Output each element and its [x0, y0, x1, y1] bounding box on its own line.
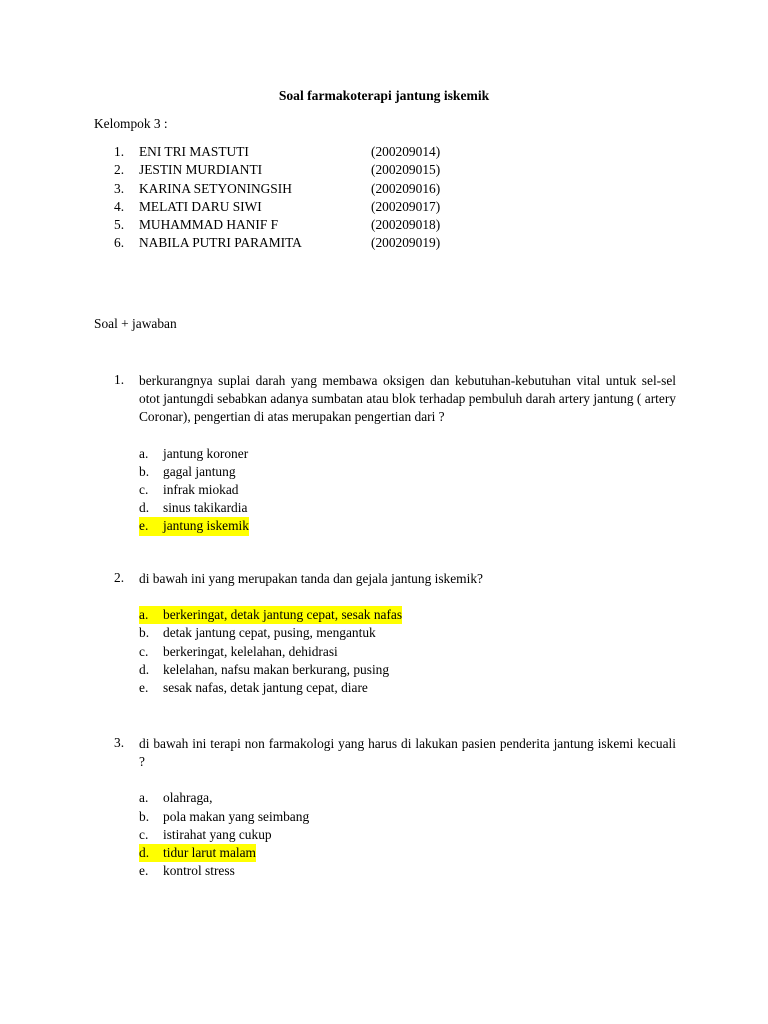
- option-letter: e.: [139, 518, 149, 534]
- member-number: 4.: [114, 198, 125, 214]
- option-letter: d.: [139, 844, 150, 860]
- member-row: [114, 216, 514, 234]
- option-d: [139, 844, 676, 862]
- member-number: 3.: [114, 180, 125, 196]
- member-row: [114, 234, 514, 252]
- option-a: [139, 445, 676, 463]
- member-name: MELATI DARU SIWI: [139, 198, 262, 214]
- option-c: [139, 826, 676, 844]
- question-text: di bawah ini yang merupakan tanda dan gejala jantung iskemik?: [139, 571, 483, 586]
- option-letter: e.: [139, 679, 149, 695]
- question-1: [114, 372, 676, 536]
- member-number: 5.: [114, 217, 125, 233]
- member-id: (200209018): [371, 217, 441, 233]
- option-text: tidur larut malam: [163, 844, 256, 860]
- member-list: [114, 143, 514, 253]
- member-row: [114, 198, 514, 216]
- option-e: [139, 517, 676, 535]
- option-c: [139, 643, 676, 661]
- option-text: sesak nafas, detak jantung cepat, diare: [163, 679, 368, 695]
- option-d: [139, 499, 676, 517]
- option-a: [139, 789, 676, 807]
- option-a: [139, 606, 676, 624]
- group-label: Kelompok 3 :: [94, 116, 168, 131]
- member-name: JESTIN MURDIANTI: [139, 162, 263, 178]
- option-letter: a.: [139, 790, 149, 806]
- member-id: (200209016): [371, 180, 441, 196]
- option-letter: b.: [139, 463, 150, 479]
- question-number: 2.: [114, 570, 125, 585]
- member-number: 2.: [114, 162, 125, 178]
- option-list: [139, 606, 676, 697]
- option-text: sinus takikardia: [163, 500, 248, 516]
- question-number: 1.: [114, 372, 125, 387]
- option-list: [139, 445, 676, 536]
- member-id: (200209015): [371, 162, 441, 178]
- option-text: infrak miokad: [163, 481, 239, 497]
- member-number: 6.: [114, 235, 125, 251]
- option-text: jantung iskemik: [163, 518, 249, 534]
- option-text: gagal jantung: [163, 463, 236, 479]
- member-id: (200209019): [371, 235, 441, 251]
- option-letter: c.: [139, 643, 149, 659]
- option-text: pola makan yang seimbang: [163, 808, 310, 824]
- option-letter: a.: [139, 445, 149, 461]
- option-e: [139, 862, 676, 880]
- question-text: berkurangnya suplai darah yang membawa oksigen dan kebutuhan-kebutuhan vital untuk sel-sel otot jantungdi sebabkan adanya sumbatan atau blok terhadap pembuluh darah artery jantung ( artery Coronar), pengertian di atas merupakan pengertian dari ?: [139, 373, 676, 425]
- question-3: [114, 735, 676, 880]
- option-text: kontrol stress: [163, 863, 235, 879]
- member-name: ENI TRI MASTUTI: [139, 144, 249, 159]
- option-letter: d.: [139, 661, 150, 677]
- option-letter: e.: [139, 863, 149, 879]
- option-b: [139, 624, 676, 642]
- option-list: [139, 789, 676, 880]
- option-text: detak jantung cepat, pusing, mengantuk: [163, 625, 376, 641]
- option-letter: c.: [139, 826, 149, 842]
- member-number: 1.: [114, 144, 125, 159]
- member-name: KARINA SETYONINGSIH: [139, 180, 292, 196]
- option-letter: b.: [139, 808, 150, 824]
- option-text: berkeringat, detak jantung cepat, sesak nafas: [163, 607, 403, 623]
- member-id: (200209014): [371, 144, 441, 159]
- member-row: [114, 180, 514, 198]
- member-id: (200209017): [371, 198, 441, 214]
- member-name: NABILA PUTRI PARAMITA: [139, 235, 302, 251]
- option-e: [139, 679, 676, 697]
- option-letter: c.: [139, 481, 149, 497]
- option-d: [139, 661, 676, 679]
- option-text: berkeringat, kelelahan, dehidrasi: [163, 643, 338, 659]
- member-row: [114, 161, 514, 179]
- member-row: [114, 143, 514, 161]
- option-c: [139, 481, 676, 499]
- option-text: olahraga,: [163, 790, 213, 806]
- option-b: [139, 808, 676, 826]
- question-2: [114, 570, 676, 697]
- section-label: Soal + jawaban: [94, 316, 177, 331]
- option-letter: b.: [139, 625, 150, 641]
- option-text: jantung koroner: [163, 445, 249, 461]
- option-letter: d.: [139, 500, 150, 516]
- member-name: MUHAMMAD HANIF F: [139, 217, 279, 233]
- document-title: Soal farmakoterapi jantung iskemik: [278, 88, 490, 103]
- option-b: [139, 463, 676, 481]
- option-letter: a.: [139, 607, 149, 623]
- option-text: kelelahan, nafsu makan berkurang, pusing: [163, 661, 390, 677]
- question-number: 3.: [114, 735, 125, 750]
- question-text: di bawah ini terapi non farmakologi yang harus di lakukan pasien penderita jantung iskemi kecuali ?: [139, 736, 676, 770]
- option-text: istirahat yang cukup: [163, 826, 272, 842]
